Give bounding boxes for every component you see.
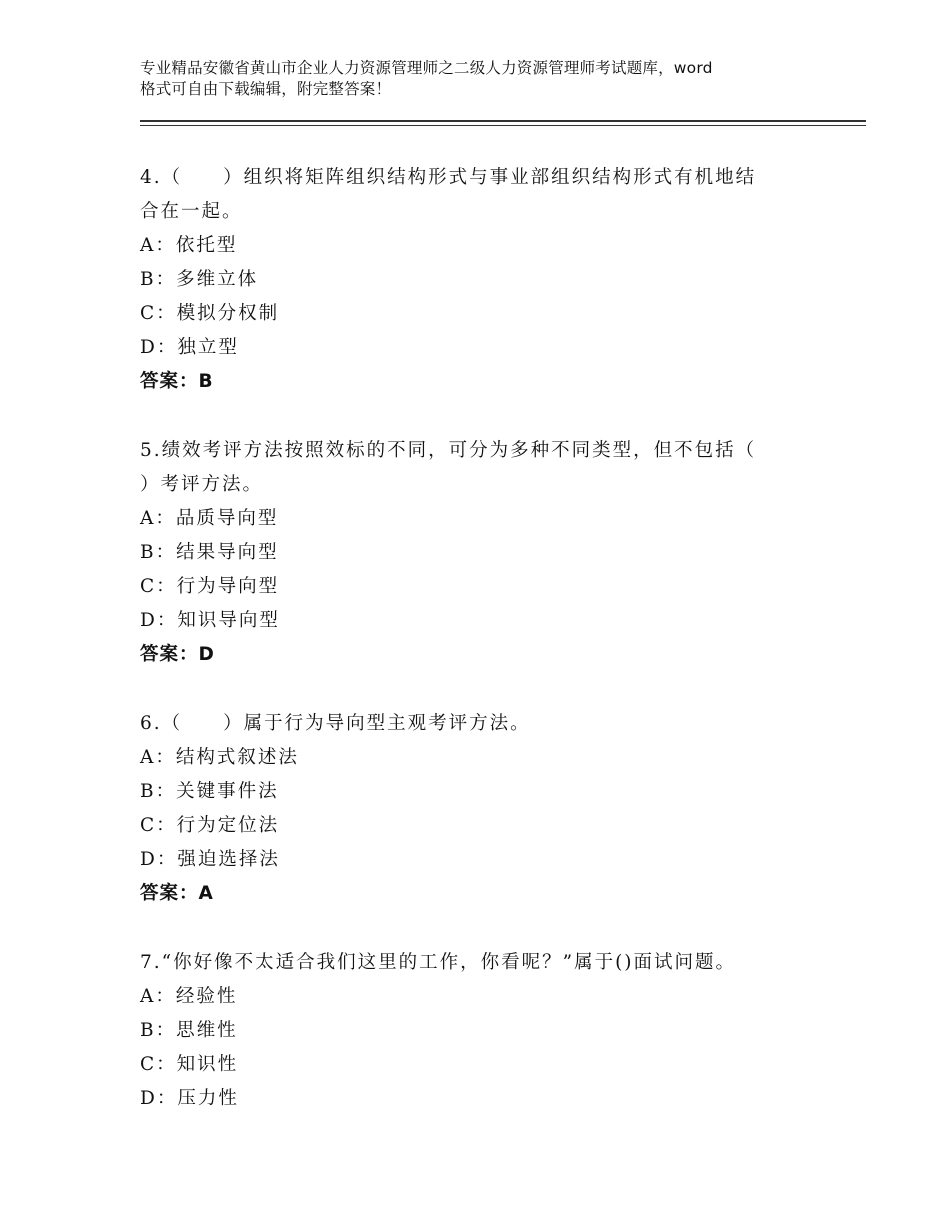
- question-6-answer: 答案：A: [140, 883, 214, 904]
- question-4-option-a: A：依托型: [140, 235, 238, 256]
- question-5-text-line-1: 5.绩效考评方法按照效标的不同，可分为多种不同类型，但不包括（: [140, 440, 757, 461]
- question-4-answer: 答案：B: [140, 371, 214, 392]
- question-7-option-b: B：思维性: [140, 1020, 238, 1041]
- question-5-option-b: B：结果导向型: [140, 542, 279, 563]
- question-4-option-d: D：独立型: [140, 337, 239, 358]
- question-4-option-b: B：多维立体: [140, 269, 259, 290]
- header-line-2: 格式可自由下载编辑，附完整答案！: [140, 80, 392, 98]
- document-header: [140, 58, 840, 100]
- question-6: [140, 707, 830, 911]
- question-4-text-line-1: 4.（ ）组织将矩阵组织结构形式与事业部组织结构形式有机地结: [140, 167, 757, 188]
- question-5-option-c: C：行为导向型: [140, 576, 280, 597]
- question-6-option-b: B：关键事件法: [140, 781, 279, 802]
- question-6-option-a: A：结构式叙述法: [140, 747, 299, 768]
- question-7-text: 7.“你好像不太适合我们这里的工作，你看呢？”属于()面试问题。: [140, 952, 737, 973]
- header-line-1: 专业精品安徽省黄山市企业人力资源管理师之二级人力资源管理师考试题库，word: [140, 59, 713, 77]
- question-5-option-a: A：品质导向型: [140, 508, 279, 529]
- question-6-text: 6.（ ）属于行为导向型主观考评方法。: [140, 713, 531, 734]
- question-4-option-c: C：模拟分权制: [140, 303, 280, 324]
- header-rule-thick: [140, 120, 866, 122]
- question-4: [140, 161, 830, 399]
- question-7-option-a: A：经验性: [140, 986, 238, 1007]
- question-7-option-c: C：知识性: [140, 1054, 239, 1075]
- question-4-text-line-2: 合在一起。: [140, 201, 243, 222]
- question-5: [140, 434, 830, 672]
- question-6-option-d: D：强迫选择法: [140, 849, 280, 870]
- header-rule-thin: [140, 125, 866, 126]
- question-5-text-line-2: ）考评方法。: [140, 474, 264, 495]
- question-5-answer: 答案：D: [140, 644, 215, 665]
- question-7-option-d: D：压力性: [140, 1088, 239, 1109]
- question-5-option-d: D：知识导向型: [140, 610, 280, 631]
- question-7: [140, 946, 830, 1116]
- question-6-option-c: C：行为定位法: [140, 815, 280, 836]
